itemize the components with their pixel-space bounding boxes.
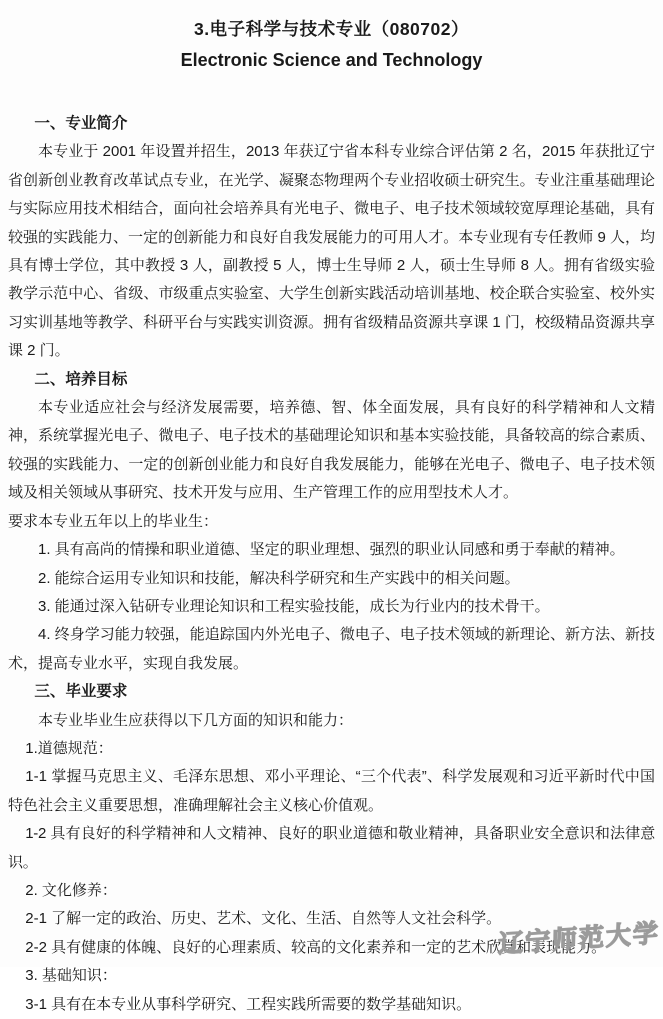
list-item: 4. 终身学习能力较强，能追踪国内外光电子、微电子、电子技术领域的新理论、新方法、新技术，提高专业水平，实现自我发展。 [8, 626, 655, 672]
list-item: 1. 具有高尚的情操和职业道德、坚定的职业理想、强烈的职业认同感和勇于奉献的精神。 [38, 541, 625, 559]
page-subtitle: Electronic Science and Technology [180, 50, 483, 70]
section-heading: 一、专业简介 [34, 115, 128, 132]
list-item: 3. 基础知识： [25, 967, 117, 985]
list-item: 2-2 具有健康的体魄、良好的心理素质、较高的文化素养和一定的艺术欣赏和表现能力。 [25, 938, 607, 956]
list-item: 1.道德规范： [25, 739, 113, 757]
list-item: 1-2 具有良好的科学精神和人文精神、良好的职业道德和敬业精神，具备职业安全意识和法律意识。 [8, 825, 655, 871]
list-item: 2. 文化修养： [25, 881, 117, 899]
section-heading: 三、毕业要求 [34, 683, 128, 701]
list-item: 3-1 具有在本专业从事科学研究、工程实践所需要的数学基础知识。 [25, 995, 472, 1013]
paragraph: 本专业毕业生应获得以下几方面的知识和能力： [38, 711, 354, 729]
paragraph: 本专业适应社会与经济发展需要，培养德、智、体全面发展，具有良好的科学精神和人文精神，系统掌握光电子、微电子、电子技术的基础理论知识和基本实验技能，具备较高的综合素质、较强的实践能力、一定的创新创业能力和良好自我发展能力，能够在光电子、微电子、电子技术领域及相关领域从事研究、技术开发与应用、生产管理工作的应用型技术人才。 [8, 399, 655, 502]
page-title: 3.电子科学与技术专业（080702） [194, 19, 469, 39]
list-item: 1-1 掌握马克思主义、毛泽东思想、邓小平理论、“三个代表”、科学发展观和习近平新时代中国特色社会主义重要思想，准确理解社会主义核心价值观。 [8, 768, 655, 814]
paragraph: 本专业于 2001 年设置并招生，2013 年获辽宁省本科专业综合评估第 2 名，2015 年获批辽宁省创新创业教育改革试点专业，在光学、凝聚态物理两个专业招收硕士研究生。专业注重基础理论与实际应用技术相结合，面向社会培养具有光电子、微电子、电子技术领域较宽厚理论基础，具有较强的实践能力、一定的创新能力和良好自我发展能力的可用人才。本专业现有专任教师 9 人，均具有博士学位，其中教授 3 人，副教授 5 人，博士生导师 2 人，硕士生导师 8 人。拥有省级实验教学示范中心、省级、市级重点实验室、大学生创新实践活动培训基地、校企联合实验室、校外实习实训基地等教学、科研平台与实践实训资源。拥有省级精品资源共享课 1 门，校级精品资源共享课 2 门。 [8, 143, 655, 360]
section-heading: 二、培养目标 [34, 370, 128, 388]
university-watermark: 辽宁师范大学 [497, 919, 661, 959]
list-item: 2-1 了解一定的政治、历史、艺术、文化、生活、自然等人文社会科学。 [25, 910, 502, 928]
paragraph: 要求本专业五年以上的毕业生： [8, 512, 219, 530]
list-item: 3. 能通过深入钻研专业理论知识和工程实验技能，成长为行业内的技术骨干。 [38, 597, 550, 615]
document-body [8, 110, 655, 1019]
list-item: 2. 能综合运用专业知识和技能，解决科学研究和生产实践中的相关问题。 [38, 569, 520, 587]
